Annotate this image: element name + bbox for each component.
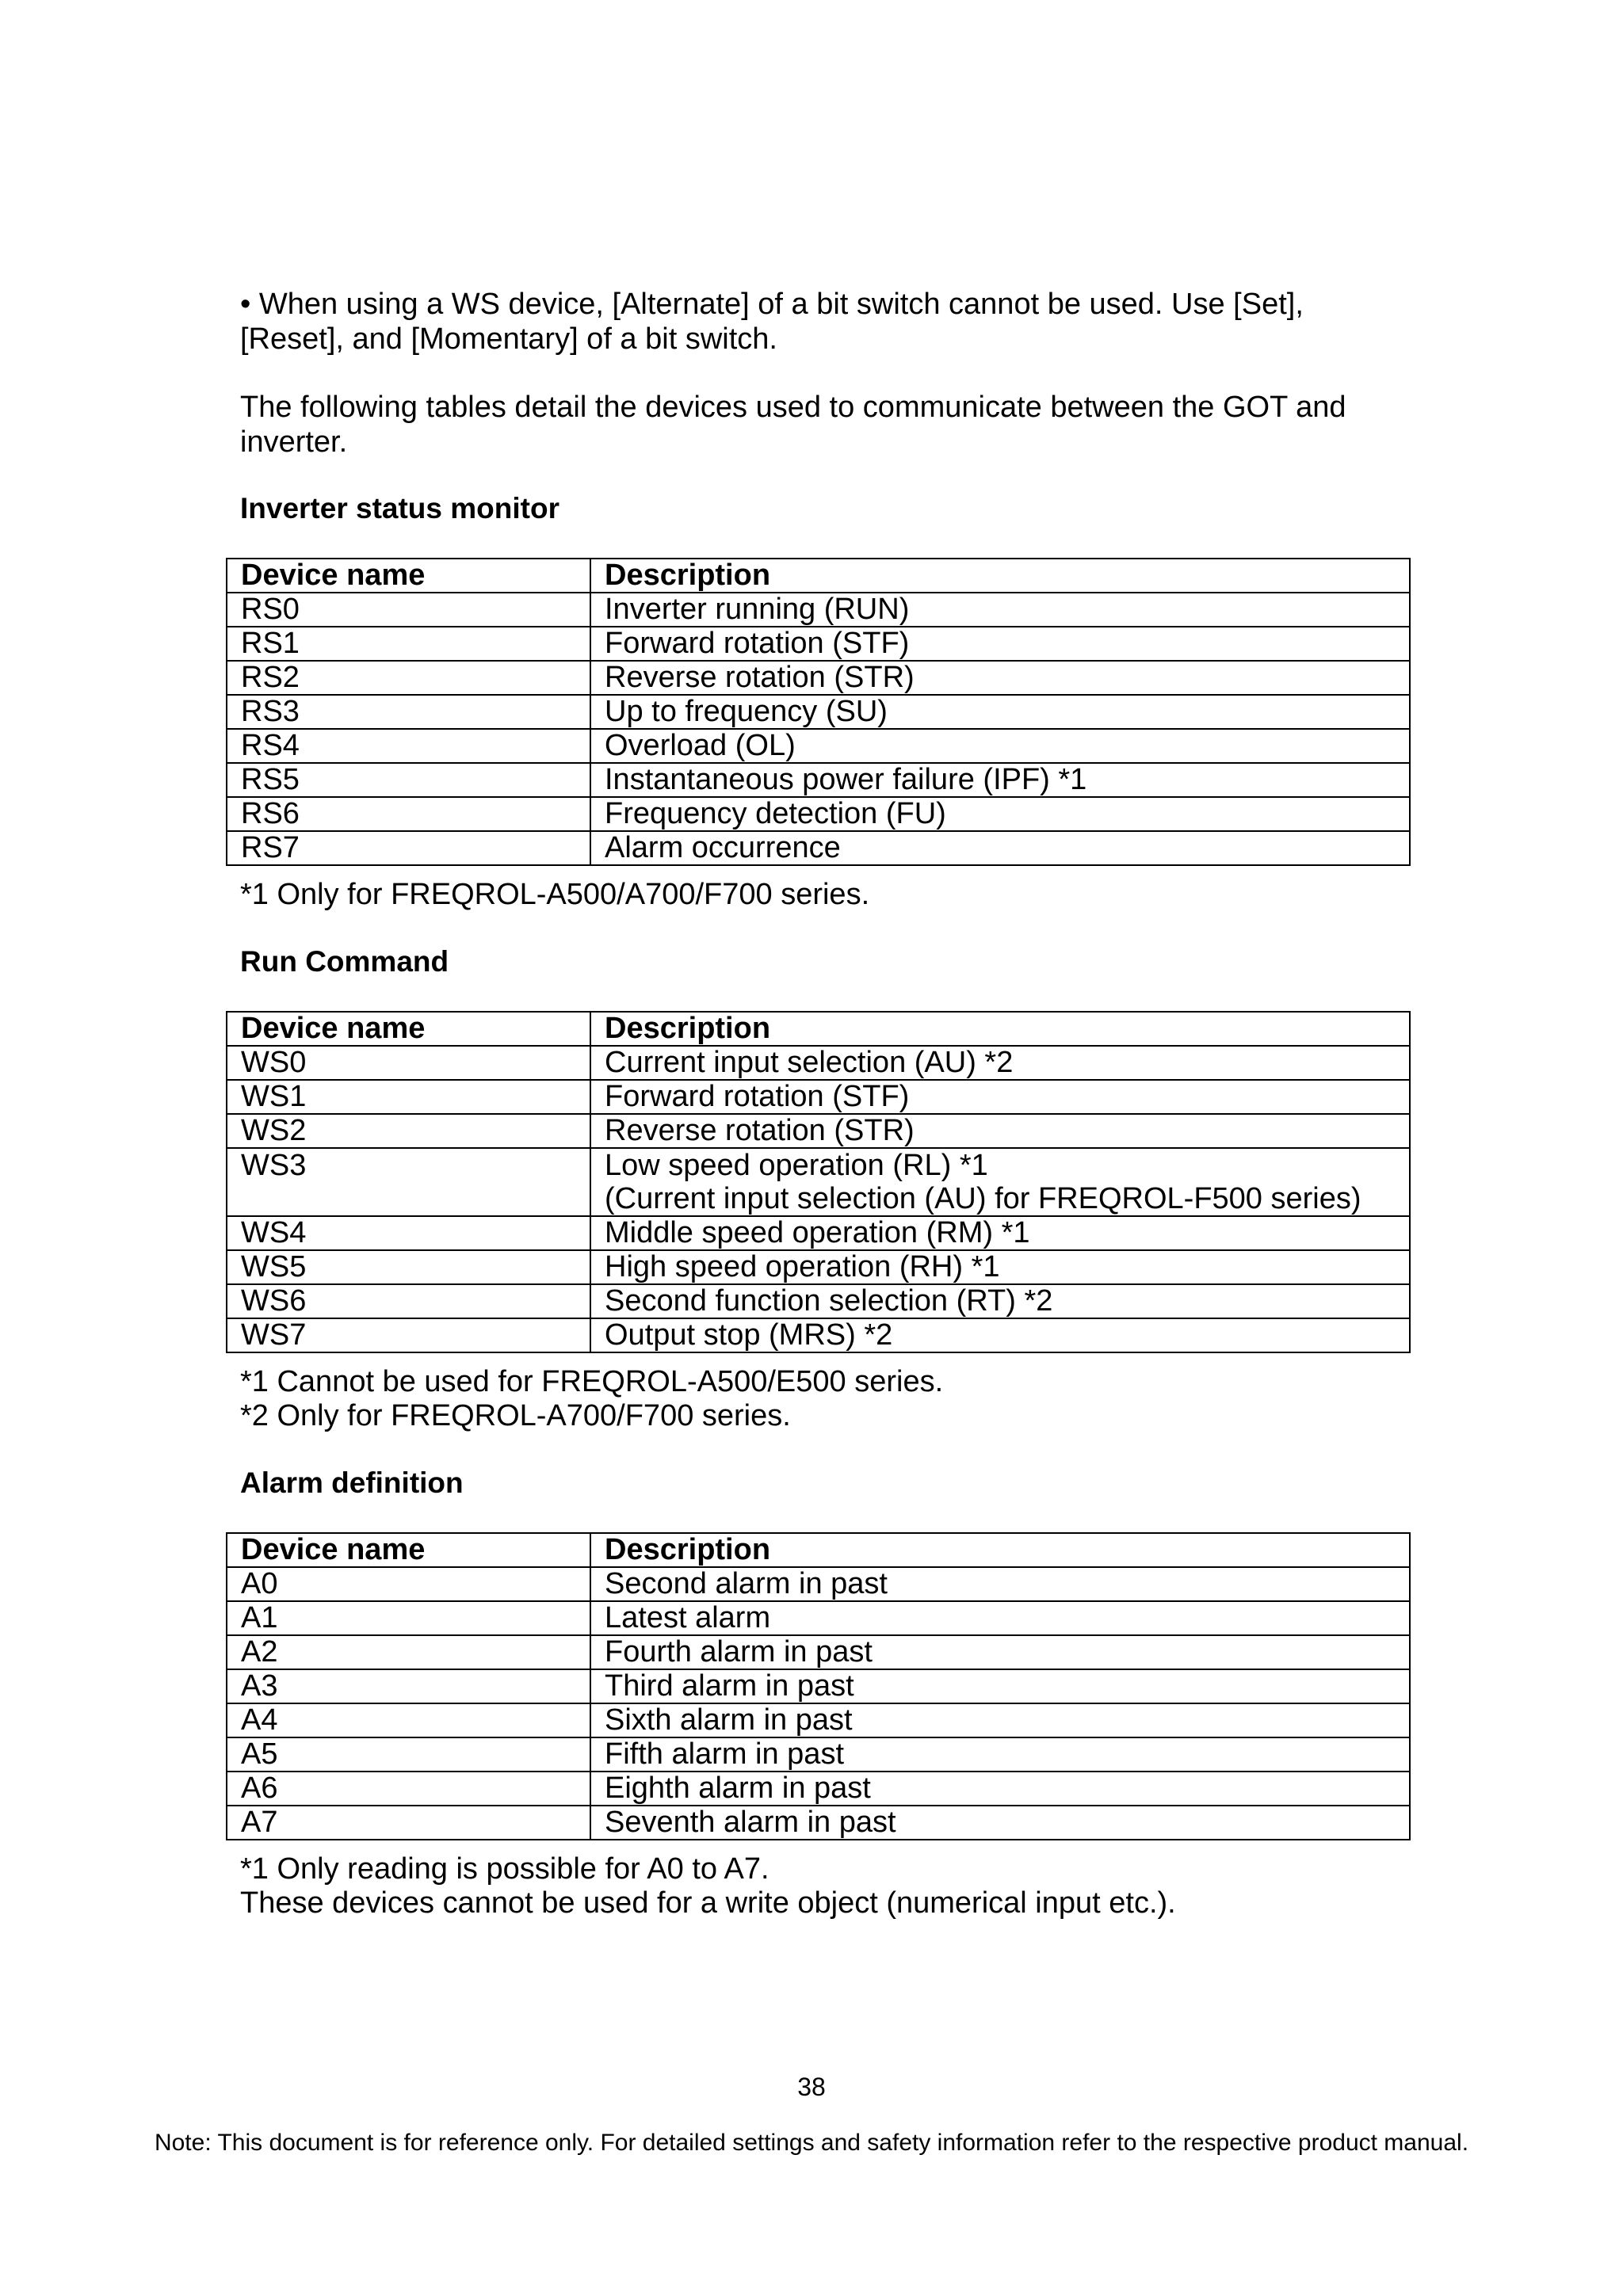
device-cell: RS0 [227,593,590,627]
footnote: These devices cannot be used for a write object (numerical input etc.). [240,1886,1176,1920]
table-row [227,1114,1410,1148]
description-cell: Forward rotation (STF) [590,1080,1410,1114]
ws-bullet-note: • When using a WS device, [Alternate] of a bit switch cannot be used. Use [Set], [Reset], and [Momentary] of a bit switch. [240,288,1304,356]
description-cell: Reverse rotation (STR) [590,1114,1410,1148]
column-header-device-name: Device name [227,1533,590,1567]
description-cell: Overload (OL) [590,729,1410,763]
device-cell: WS4 [227,1216,590,1250]
footnote: *1 Only reading is possible for A0 to A7. [240,1852,769,1886]
table-row [227,1635,1410,1669]
description-cell: Output stop (MRS) *2 [590,1318,1410,1352]
table-row [227,1772,1410,1806]
column-header-description: Description [590,1533,1410,1567]
device-cell: A1 [227,1601,590,1635]
table-row [227,1046,1410,1080]
device-cell: RS7 [227,831,590,865]
description-cell: Latest alarm [590,1601,1410,1635]
device-cell: A3 [227,1669,590,1703]
device-cell: RS4 [227,729,590,763]
table-row [227,831,1410,865]
table-row [227,593,1410,627]
device-cell: A6 [227,1772,590,1806]
description-line: (Current input selection (AU) for FREQROL-F500 series) [605,1182,1361,1215]
column-header-device-name: Device name [227,559,590,593]
device-cell: WS7 [227,1318,590,1352]
description-cell: Instantaneous power failure (IPF) *1 [590,763,1410,797]
page-number: 38 [797,2073,826,2101]
description-cell: Alarm occurrence [590,831,1410,865]
section-title-run-command: Run Command [240,945,449,978]
table-row [227,729,1410,763]
device-cell: WS6 [227,1284,590,1318]
device-cell: RS5 [227,763,590,797]
device-cell: WS3 [227,1148,590,1216]
description-cell: Eighth alarm in past [590,1772,1410,1806]
table-row [227,1284,1410,1318]
description-cell: Third alarm in past [590,1669,1410,1703]
table-row [227,1806,1410,1840]
footnote: *1 Cannot be used for FREQROL-A500/E500 series. [240,1365,944,1398]
description-cell: Sixth alarm in past [590,1703,1410,1737]
description-cell: Forward rotation (STF) [590,627,1410,661]
description-cell: Reverse rotation (STR) [590,661,1410,695]
description-cell: Fourth alarm in past [590,1635,1410,1669]
table-row [227,1601,1410,1635]
device-cell: WS0 [227,1046,590,1080]
device-cell: WS2 [227,1114,590,1148]
section-title-alarm-definition: Alarm definition [240,1466,464,1499]
table-header-row [227,559,1410,593]
description-cell: Second alarm in past [590,1567,1410,1601]
description-cell [590,1148,1410,1216]
footer-note: Note: This document is for reference only. For detailed settings and safety information refer to the respective product manual. [154,2130,1469,2156]
inverter-status-table [226,558,1411,866]
table-row [227,1148,1410,1216]
table-row [227,1567,1410,1601]
alarm-definition-table [226,1532,1411,1840]
table-row [227,627,1410,661]
table-row [227,1703,1410,1737]
device-cell: A2 [227,1635,590,1669]
device-cell: WS5 [227,1250,590,1284]
table-row [227,695,1410,729]
device-cell: A7 [227,1806,590,1840]
device-cell: RS6 [227,797,590,831]
description-line: Low speed operation (RL) *1 [605,1149,988,1182]
device-cell: WS1 [227,1080,590,1114]
section-title-inverter-status-monitor: Inverter status monitor [240,492,559,524]
column-header-description: Description [590,1012,1410,1046]
description-cell: Inverter running (RUN) [590,593,1410,627]
table-row [227,1216,1410,1250]
footnote: *2 Only for FREQROL-A700/F700 series. [240,1399,791,1432]
footnote: *1 Only for FREQROL-A500/A700/F700 series. [240,878,870,911]
table-row [227,763,1410,797]
table-header-row [227,1533,1410,1567]
table-row [227,1669,1410,1703]
table-row [227,1080,1410,1114]
device-cell: RS1 [227,627,590,661]
device-cell: A0 [227,1567,590,1601]
description-cell: Fifth alarm in past [590,1737,1410,1772]
description-cell: Current input selection (AU) *2 [590,1046,1410,1080]
device-cell: A4 [227,1703,590,1737]
column-header-description: Description [590,559,1410,593]
description-cell: High speed operation (RH) *1 [590,1250,1410,1284]
device-cell: A5 [227,1737,590,1772]
table-row [227,1318,1410,1352]
description-cell: Frequency detection (FU) [590,797,1410,831]
table-row [227,1737,1410,1772]
table-row [227,797,1410,831]
description-cell: Middle speed operation (RM) *1 [590,1216,1410,1250]
table-header-row [227,1012,1410,1046]
table-row [227,661,1410,695]
description-cell: Up to frequency (SU) [590,695,1410,729]
device-cell: RS3 [227,695,590,729]
run-command-table [226,1011,1411,1353]
table-row [227,1250,1410,1284]
description-cell: Seventh alarm in past [590,1806,1410,1840]
tables-intro: The following tables detail the devices used to communicate between the GOT and inverter. [240,391,1346,459]
description-cell: Second function selection (RT) *2 [590,1284,1410,1318]
column-header-device-name: Device name [227,1012,590,1046]
device-cell: RS2 [227,661,590,695]
